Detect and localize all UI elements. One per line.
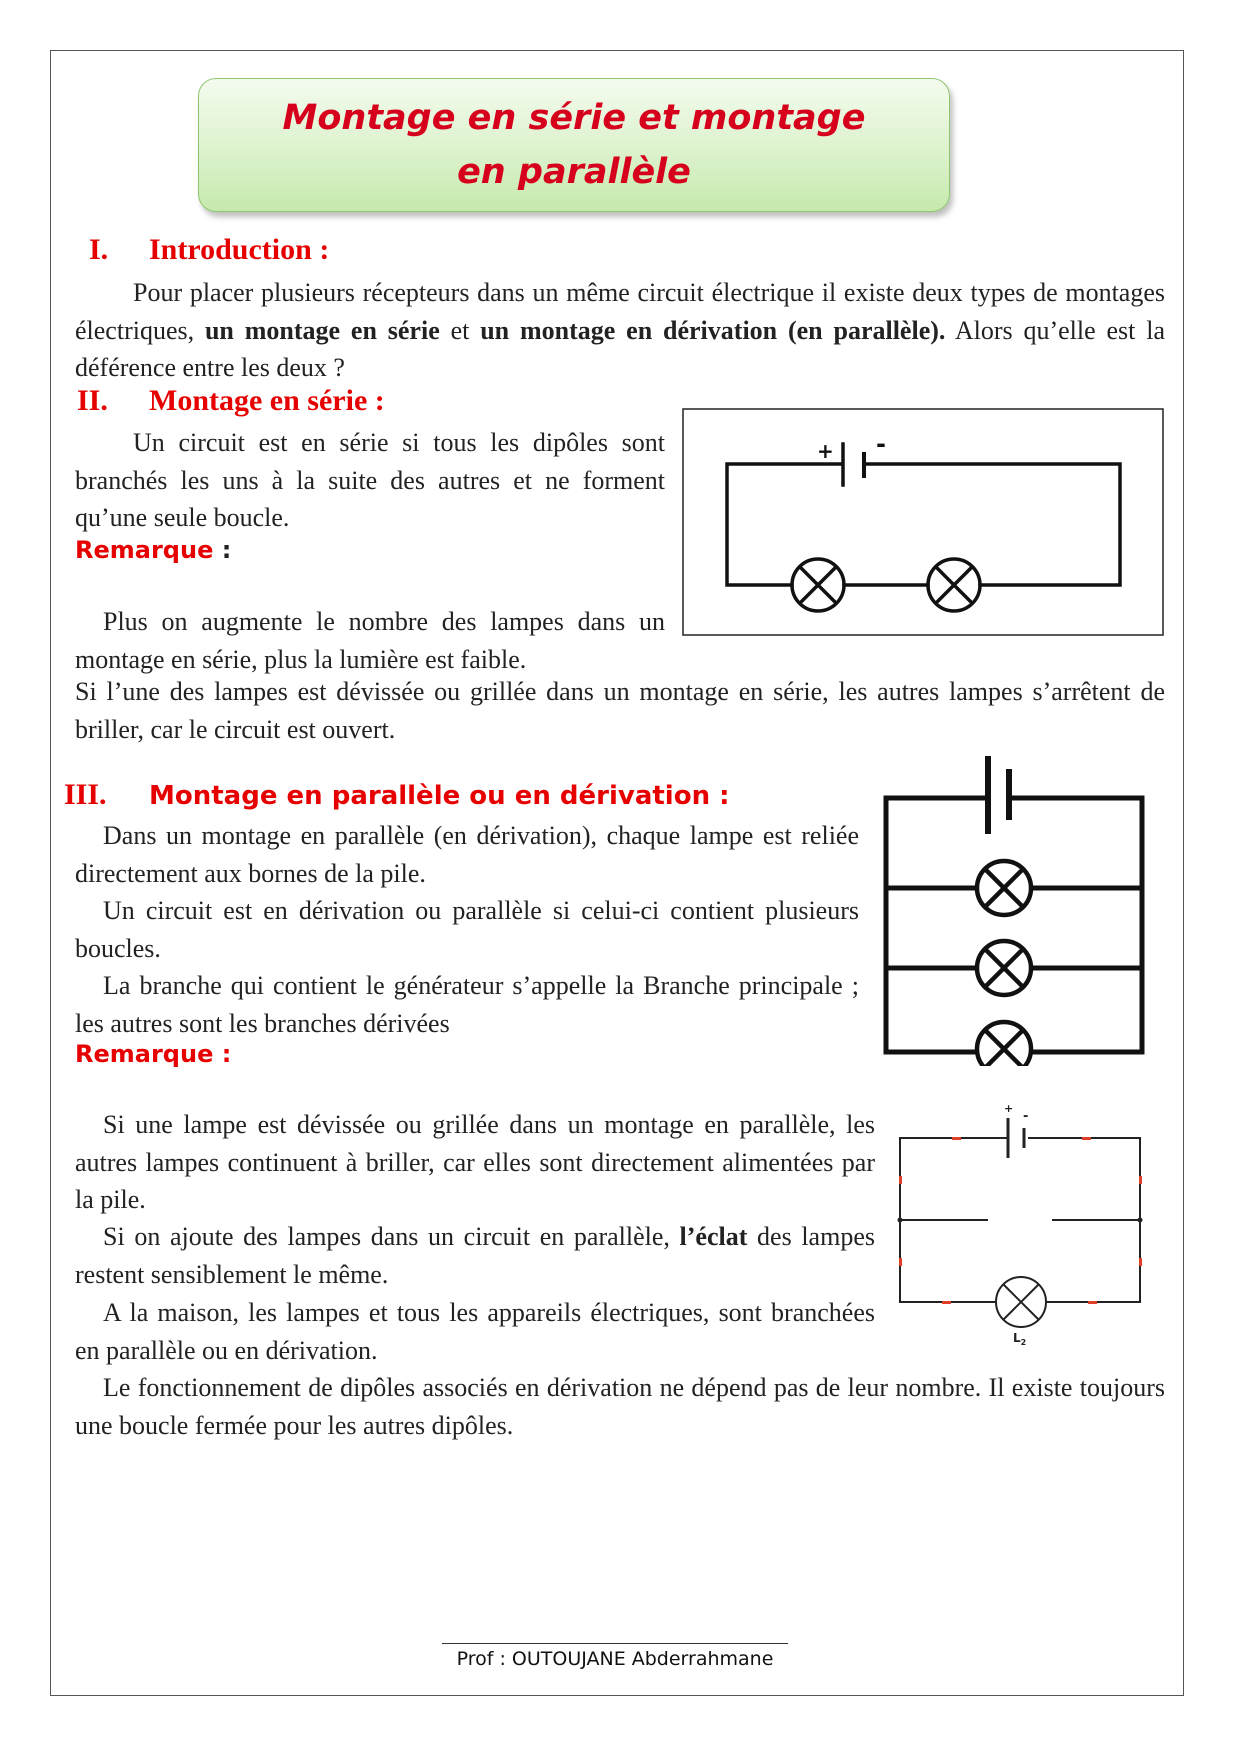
wire-right	[864, 464, 1120, 585]
lamp-label	[1013, 1331, 1026, 1347]
parallel-circuit-open-diagram	[892, 1094, 1152, 1356]
intro-text-d: Alors qu’elle est la déférence entre les deux ?	[75, 315, 1165, 382]
parallele-paragraph-6: A la maison, les lampes et tous les appareils électriques, sont branchées en parallèle ou en dérivation.	[75, 1298, 875, 1365]
lamp-c	[977, 1022, 1031, 1066]
intro-text-a: Pour placer plusieurs récepteurs dans un même circuit électrique il existe deux types de montages électriques,	[75, 278, 1165, 345]
title-banner	[198, 78, 950, 212]
wire-left	[727, 464, 842, 585]
section-heading-parallele	[64, 778, 730, 812]
lamp-l2	[996, 1277, 1046, 1327]
parallele-paragraph-4: Si une lampe est dévissée ou grillée dans un montage en parallèle, les autres lampes continuent à briller, car elles sont directement alimentées par la pile.	[75, 1110, 875, 1214]
plus-sign: +	[817, 439, 834, 463]
intro-paragraph	[75, 274, 1165, 387]
serie-paragraph-3: Si l’une des lampes est dévissée ou grillée dans un montage en série, les autres lampes s’arrêtent de briller, car le circuit est ouvert.	[75, 677, 1165, 744]
lamp-1	[792, 559, 844, 611]
diagram-border	[683, 409, 1163, 635]
lamp-label-subscript: 2	[1020, 1338, 1027, 1347]
parallele-paragraph-5	[75, 1218, 875, 1293]
p5-bold-eclat: l’éclat	[679, 1222, 748, 1251]
p5-text-c: des lampes restent sensiblement le même.	[75, 1222, 875, 1289]
parallele-paragraph-1: Dans un montage en parallèle (en dérivation), chaque lampe est reliée directement aux bornes de la pile.	[75, 821, 859, 888]
junction-left	[898, 1218, 903, 1223]
page-title: Montage en série et montage en parallèle	[282, 98, 866, 192]
minus-sign: -	[876, 430, 886, 458]
junction-right	[1138, 1218, 1143, 1223]
series-circuit-diagram	[682, 408, 1164, 636]
remark-colon: :	[213, 536, 232, 564]
lamp-label-letter: L	[1013, 1331, 1021, 1345]
footer-divider	[442, 1643, 788, 1644]
serie-paragraph-2: Plus on augmente le nombre des lampes dans un montage en série, plus la lumière est faible.	[75, 607, 665, 674]
section-title: Montage en série :	[149, 384, 385, 417]
section-heading-intro	[89, 233, 329, 267]
intro-text-c: et	[439, 315, 481, 345]
parallele-paragraph-2: Un circuit est en dérivation ou parallèle si celui-ci contient plusieurs boucles.	[75, 896, 859, 963]
parallele-paragraph-3: La branche qui contient le générateur s’appelle la Branche principale ; les autres sont les branches dérivées	[75, 971, 859, 1038]
plus-sign: +	[1004, 1102, 1014, 1115]
section-number: I.	[89, 233, 109, 266]
remark-text: Remarque	[75, 536, 214, 564]
intro-bold-derivation: un montage en dérivation (en parallèle).	[480, 315, 946, 345]
p5-text-a: Si on ajoute des lampes dans un circuit en parallèle,	[103, 1222, 680, 1251]
lamp-2	[928, 559, 980, 611]
minus-sign: -	[1023, 1109, 1029, 1124]
lamp-a	[977, 861, 1031, 915]
parallel-circuit-diagram	[876, 752, 1158, 1066]
section-title: Montage en parallèle ou en dérivation :	[149, 781, 730, 811]
section-number: II.	[77, 384, 108, 417]
parallele-paragraph-7: Le fonctionnement de dipôles associés en dérivation ne dépend pas de leur nombre. Il existe toujours une boucle fermée pour les autres dipôles.	[75, 1373, 1165, 1440]
section-title: Introduction :	[149, 233, 330, 266]
serie-paragraph-1: Un circuit est en série si tous les dipôles sont branchés les uns à la suite des autres et ne forment qu’une seule boucle.	[75, 428, 665, 532]
lamp-b	[977, 941, 1031, 995]
parallele-remark-label: Remarque :	[75, 1040, 232, 1068]
footer-author: Prof : OUTOUJANE Abderrahmane	[456, 1648, 774, 1670]
serie-remark-label	[75, 536, 231, 564]
outer-loop-wire	[886, 798, 1142, 1052]
section-number: III.	[64, 778, 107, 811]
intro-bold-serie: un montage en série	[204, 315, 440, 345]
section-heading-serie	[77, 384, 385, 418]
